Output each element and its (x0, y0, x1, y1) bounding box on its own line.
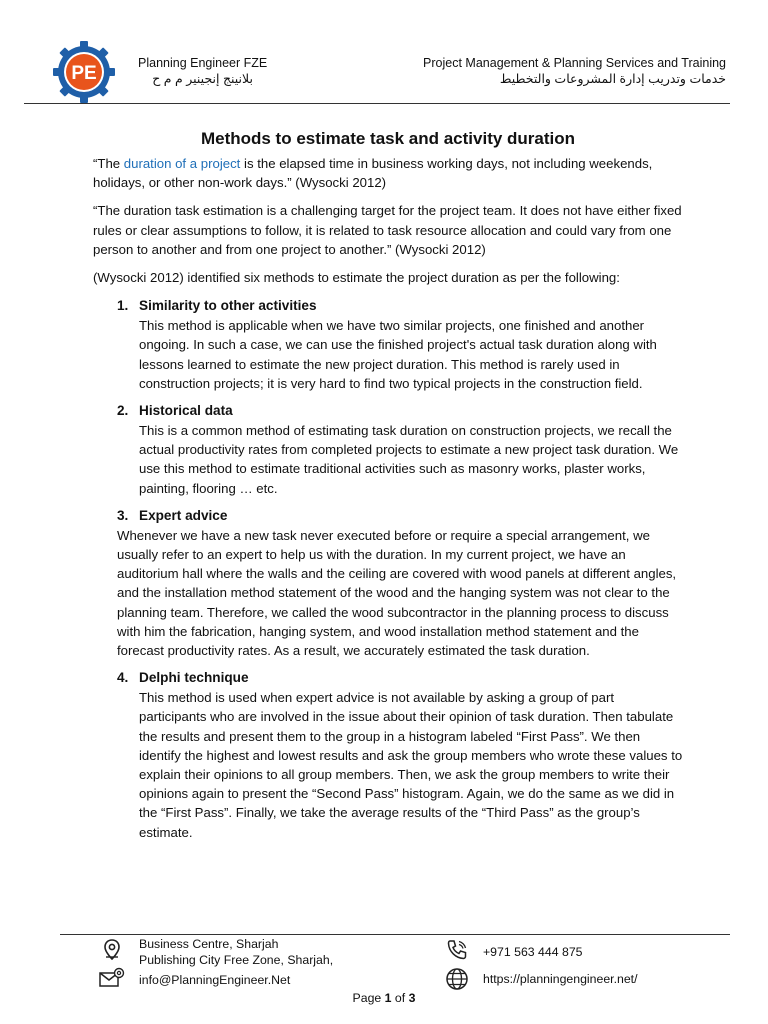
methods-lead: (Wysocki 2012) identified six methods to estimate the project duration as per the following: (93, 270, 620, 286)
quote1-open: “The (93, 156, 124, 171)
email-envelope-icon (99, 967, 125, 989)
method-item-similarity (93, 296, 683, 393)
services-tagline (423, 55, 726, 87)
gear-pe-logo-icon (52, 40, 116, 104)
method-title: Historical data (139, 403, 233, 419)
company-name-en: Planning Engineer FZE (138, 56, 268, 70)
method-item-historical (93, 401, 683, 498)
method-number: 4. (117, 670, 129, 686)
method-item-delphi (93, 668, 683, 842)
method-heading (93, 401, 683, 421)
method-text: This method is used when expert advice is not available by asking a group of part participants who are involved in the issue about their opinion of task duration. Then tabulate the results and present them to the group in a histogram labeled “First Pass”. We then identify the highest and lowest results and ask the group members who wrote these values to explain their opinions to all group members. Then, we ask the group members to write their opinions again to present the “Second Pass” histogram. Again, we do the same as we did in the “First Pass”. Finally, we take the average results of the “Third Pass” as the group’s estimate. (139, 690, 683, 840)
header-divider (24, 103, 730, 104)
method-heading (93, 668, 683, 688)
method-title: Similarity to other activities (139, 298, 317, 314)
method-text: Whenever we have a new task never executed before or require a special arrangement, we usually refer to an expert to help us with the duration. In my current project, we have an auditorium hall where the walls and the ceiling are covered with wood panels at different angles, and the installation method statement of the wood and the hanging system was not clear to the planning team. Therefore, we called the wood subcontractor in the planning process to discuss with him the fabrication, hanging system, and wood installation method statement and the forecast productivity rates. As a result, we accurately estimated the task duration. (117, 527, 677, 659)
footer-address (139, 936, 333, 968)
footer-divider (60, 934, 730, 935)
location-pin-icon (100, 938, 124, 962)
page-number (0, 991, 768, 1005)
footer-phone[interactable]: +971 563 444 875 (483, 945, 583, 959)
address-line-1: Business Centre, Sharjah (139, 937, 279, 951)
page-of: of (391, 991, 409, 1005)
company-name-ar: بلانينج إنجينير م م ح (152, 72, 253, 86)
page-label: Page (352, 991, 385, 1005)
method-title: Expert advice (139, 507, 228, 523)
page-current: 1 (384, 991, 392, 1005)
document-body (93, 128, 683, 850)
document-title: Methods to estimate task and activity duration (200, 129, 576, 148)
footer-website[interactable]: https://planningengineer.net/ (483, 972, 638, 986)
duration-of-project-link[interactable]: duration of a project (123, 156, 241, 171)
services-ar: خدمات وتدريب إدارة المشروعات والتخطيط (499, 72, 726, 86)
method-number: 2. (117, 403, 129, 419)
method-number: 3. (117, 507, 129, 523)
method-title: Delphi technique (139, 670, 249, 686)
methods-list (93, 296, 683, 842)
phone-icon (445, 938, 469, 962)
method-item-expert (93, 506, 683, 660)
globe-icon (445, 967, 469, 991)
address-line-2: Publishing City Free Zone, Sharjah, (139, 953, 334, 967)
method-text: This method is applicable when we have two similar projects, one finished and another ongoing. In such a case, we can use the finished project's actual task duration along with lessons learned to estimate the new project duration. This method is rarely used in construction projects; it is very hard to find two typical projects in the construction field. (139, 318, 657, 391)
services-en: Project Management & Planning Services and Training (423, 56, 726, 70)
page-total: 3 (408, 991, 416, 1005)
svg-text:PE: PE (71, 63, 97, 84)
intro-quote-1 (93, 154, 683, 192)
intro-quote-2: “The duration task estimation is a challenging target for the project team. It does not have either fixed rules or clear assumptions to follow, it is related to task resource allocation and could vary from one person to another and from one project to another.” (Wysocki 2012) (93, 203, 682, 257)
method-heading (93, 506, 683, 526)
method-heading (93, 296, 683, 316)
company-name (138, 55, 267, 87)
footer-email[interactable]: info@PlanningEngineer.Net (139, 973, 291, 987)
quote1-rest: is the elapsed time in business working days, not including weekends, holidays, or other non-work days.” (Wysocki 2012) (93, 156, 653, 191)
method-number: 1. (117, 298, 129, 314)
method-text: This is a common method of estimating task duration on construction projects, we recall the actual productivity rates from completed projects to estimate a new project task duration. We use this method to estimate traditional activities such as masonry works, plaster works, painting, flooring … etc. (139, 423, 679, 496)
